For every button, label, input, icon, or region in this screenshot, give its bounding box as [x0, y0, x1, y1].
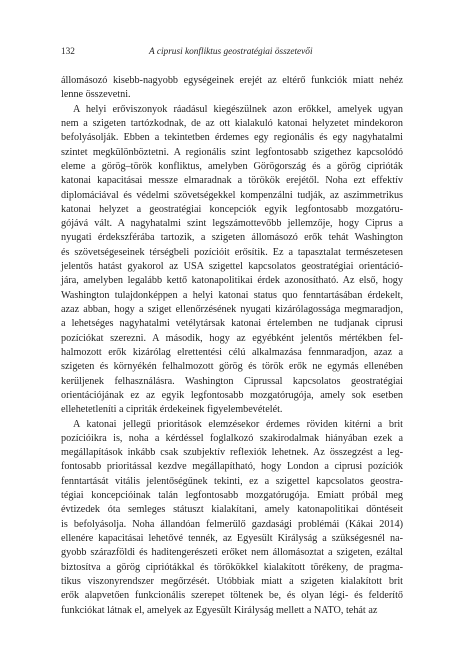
text-line: szigeten és környékén felhalmozott görög és török erők ne egymás ellenében [61, 361, 403, 373]
text-line: ellenére kapacitásai lehetővé tennék, az Egyesült Királyság a szükségesnél na- [61, 533, 403, 544]
text-line: tégiai koncepcióinak talán legfontosabb mozgatórugója. Emiatt próbál meg [61, 490, 403, 502]
text-line: orientációjának ez az egyik legfontosabb mozgatórugója, amely sok esetben [61, 389, 403, 401]
text-line: A helyi erőviszonyok ráadásul kiegészülnek azon erőkkel, amelyek ugyan [73, 103, 403, 115]
text-line: nyugati érdekszférába tartozik, a szigeten állomásozó erők tehát Washington [61, 232, 403, 244]
text-line: fontosabb prioritással kezdve megállapítható, hogy London a ciprusi pozíciók [61, 461, 403, 473]
text-line: fenntartását vitális jelentőségűnek tekinti, ez a szigettel kapcsolatos geostra- [61, 475, 403, 487]
text-line: biztosítva a görög cipriótákkal és törökökkel kialakított törékeny, de pragma- [61, 561, 403, 573]
paragraph [61, 103, 403, 418]
page-number: 132 [61, 47, 75, 57]
text-line: Washington tulajdonképpen a helyi katonai status quo fenntartásában érdekelt, [61, 289, 403, 301]
body-text [61, 74, 403, 618]
text-line: erők alapvetően funkcionális szerepet töltenek be, és olyan légi- és felderítő [61, 590, 403, 602]
text-line: eleme a görög–török konfliktus, amelyben Görögország és a görög ciprióták [61, 160, 403, 172]
text-line: azaz abban, hogy a sziget ellenőrzésének nyugati kizárólagossága megmaradjon, [61, 304, 403, 315]
text-line: funkciókat látnak el, amelyek az Egyesült Királyság mellett a NATO, tehát az [61, 604, 378, 616]
text-line: diplomáciával és védelmi szövetségekkel kompenzálni tudják, az aszimmetrikus [61, 189, 403, 201]
paragraph [61, 418, 403, 618]
running-title: A ciprusi konfliktus geostratégiai összetevői [149, 47, 313, 57]
text-line: pozícióikra is, noha a kérdéssel foglalkozó szakirodalmak hiányában ezek a [61, 432, 403, 444]
text-line: befolyásolják. Ebben a tekintetben érdemes egy regionális és egy nagyhatalmi [61, 132, 403, 144]
text-line: állomásozó kisebb-nagyobb egységeinek erejét az eltérő funkciók miatt nehéz [61, 75, 403, 86]
text-line: A katonai jellegű prioritások elemzésekor érdemes röviden kitérni a brit [73, 418, 403, 430]
text-line: a lehetséges nagyhatalmi vetélytársak katonai értelemben ne tudjanak ciprusi [61, 318, 403, 330]
text-line: ellehetetleníti a cipriták érdekeinek figyelembevételét. [61, 404, 283, 416]
text-line: jára, amelyben legalább kettő katonapolitikai érdek azonosítható. Az első, hogy [61, 275, 403, 287]
text-line: is befolyásolja. Noha állandóan felmerülő gazdasági problémái (Kákai 2014) [61, 518, 403, 530]
text-line: kerüljenek felhasználásra. Washington Ciprussal kapcsolatos geostratégiai [61, 375, 403, 387]
text-line: megállapítások inkább csak szubjektív reflexiók lehetnek. Az összegzést a leg- [61, 447, 403, 459]
text-line: gójává vált. A nagyhatalmi szint legszámottevőbb jellemzője, hogy Ciprus a [61, 218, 403, 230]
paragraph [61, 74, 403, 103]
running-head [61, 45, 403, 59]
text-line: lenne összevetni. [61, 89, 131, 101]
text-line: gyobb szárazföldi és haditengerészeti erőket nem állomásoztat a szigeten, ezáltal [61, 547, 403, 559]
text-line: jelentős hatást gyakorol az USA szigettel kapcsolatos geostratégiai orientáció- [61, 261, 403, 273]
text-line: évtizedek óta semleges státuszt kialakítani, amely katonapolitikai döntéseit [61, 504, 403, 516]
text-line: szintet megkülönböztetni. A regionális szint legfontosabb szigethez kapcsolódó [61, 146, 403, 158]
text-line: katonai kapacitásai messze elmaradnak a törökök erejétől. Noha ezt effektív [61, 175, 403, 187]
text-line: nem a szigeten tartózkodnak, de az ott kialakuló katonai helyzetet mindekoron [61, 117, 403, 129]
text-line: halmozott erők kizárólag elrettentési célú alkalmazása fennmaradjon, azaz a [61, 346, 403, 358]
text-line: és szövetségeseinek térségbeli pozícióit erősítik. Ez a tapasztalat természetesen [61, 246, 403, 258]
text-line: katonai helyzet a geostratégiai koncepciók egyik legfontosabb mozgatóru- [61, 203, 403, 215]
text-line: pozíciókat szerezni. A második, hogy az egyébként jelentős mértékben fel- [61, 332, 403, 344]
text-line: tikus viszonyrendszer megőrzését. Utóbbiak miatt a szigeten kialakított brit [61, 575, 403, 587]
